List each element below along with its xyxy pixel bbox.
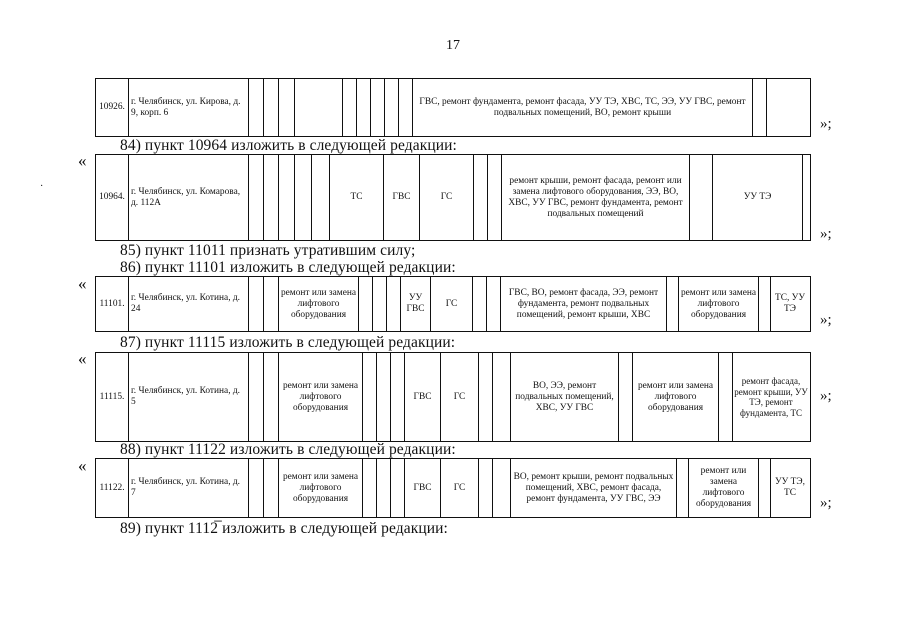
table-cell <box>370 79 384 136</box>
row-number: 10964. <box>99 192 125 202</box>
table-row-11115 <box>95 352 811 442</box>
table-cell <box>492 459 510 517</box>
table-row-10926 <box>95 78 811 137</box>
row-number: 10926. <box>99 102 125 112</box>
table-cell <box>342 79 356 136</box>
table-cell <box>718 353 732 441</box>
table-cell <box>248 155 263 240</box>
table-cell <box>752 79 766 136</box>
table-cell <box>278 79 294 136</box>
heading-87: 87) пункт 11115 изложить в следующей редакции: <box>120 334 456 351</box>
table-cell <box>384 79 398 136</box>
table-cell <box>766 79 809 136</box>
table-cell: УУ ТЭ, ТС <box>770 459 809 517</box>
address-cell: г. Челябинск, ул. Котина, д. 5 <box>128 353 248 441</box>
table-cell <box>263 353 278 441</box>
table-cell <box>478 459 492 517</box>
table-cell: ремонт или замена лифтового оборудования <box>688 459 758 517</box>
table-cell <box>376 459 390 517</box>
table-cell <box>666 277 678 331</box>
table-cell <box>362 459 376 517</box>
table-cell <box>356 79 370 136</box>
works-cell: ГВС, ремонт фундамента, ремонт фасада, УУ ТЭ, ХВС, ТС, ЭЭ, УУ ГВС, ремонт подвальных помещений, ВО, ремонт крыши <box>412 79 752 136</box>
table-cell <box>472 277 486 331</box>
table-cell <box>486 277 500 331</box>
table-cell <box>473 155 487 240</box>
table-cell <box>390 459 404 517</box>
table-cell: ГС <box>440 353 478 441</box>
table-cell: ремонт или замена лифтового оборудования <box>678 277 758 331</box>
table-cell <box>398 79 412 136</box>
table-cell <box>263 459 278 517</box>
table-cell: ГВС <box>404 353 440 441</box>
open-quote: « <box>78 151 87 170</box>
table-cell <box>311 155 329 240</box>
table-cell: ТС <box>329 155 383 240</box>
table-cell <box>358 277 372 331</box>
table-cell <box>487 155 501 240</box>
table-cell: ремонт фасада, ремонт крыши, УУ ТЭ, ремонт фундамента, ТС <box>732 353 809 441</box>
table-cell <box>248 459 263 517</box>
table-cell <box>248 79 263 136</box>
table-cell <box>758 277 770 331</box>
works-cell: ВО, ремонт крыши, ремонт подвальных помещений, ХВС, ремонт фасада, ремонт фундамента, УУ ГВС, ЭЭ <box>510 459 676 517</box>
table-cell: ГС <box>430 277 472 331</box>
close-quote: »; <box>820 312 832 328</box>
table-cell <box>676 459 688 517</box>
table-cell: ремонт или замена лифтового оборудования <box>278 277 358 331</box>
table-cell: ГВС <box>383 155 419 240</box>
table-cell <box>376 353 390 441</box>
table-cell <box>372 277 386 331</box>
table-cell <box>248 353 263 441</box>
heading-84: 84) пункт 10964 изложить в следующей редакции: <box>120 137 457 154</box>
table-cell: ремонт или замена лифтового оборудования <box>632 353 718 441</box>
close-quote: »; <box>820 226 832 242</box>
open-quote: « <box>78 349 87 368</box>
table-row-10964 <box>95 154 811 241</box>
table-cell <box>263 79 278 136</box>
table-cell: ГВС <box>404 459 440 517</box>
table-cell <box>294 155 311 240</box>
table-cell: ремонт или замена лифтового оборудования <box>278 459 362 517</box>
table-cell: ремонт или замена лифтового оборудования <box>278 353 362 441</box>
table-cell <box>478 353 492 441</box>
address-cell: г. Челябинск, ул. Кирова, д. 9, корп. 6 <box>128 79 248 136</box>
table-cell <box>294 79 342 136</box>
heading-88: 88) пункт 11122 изложить в следующей редакции: <box>120 441 456 458</box>
table-cell <box>618 353 632 441</box>
table-cell <box>390 353 404 441</box>
table-cell: ГС <box>440 459 478 517</box>
heading-86: 86) пункт 11101 изложить в следующей редакции: <box>120 259 456 276</box>
close-quote: »; <box>820 116 832 132</box>
stray-mark: · <box>40 181 44 192</box>
open-quote: « <box>78 274 87 293</box>
table-cell <box>802 155 809 240</box>
row-number: 11115. <box>99 391 125 402</box>
row-number: 11122. <box>99 482 125 493</box>
page-number: 17 <box>446 38 460 53</box>
open-quote: « <box>78 456 87 475</box>
table-cell <box>492 353 510 441</box>
table-cell <box>278 155 294 240</box>
table-cell: ТС, УУ ТЭ <box>770 277 809 331</box>
table-cell <box>263 155 278 240</box>
works-cell: ремонт крыши, ремонт фасада, ремонт или замена лифтового оборудования, ЭЭ, ВО, ХВС, УУ ГВС, ремонт фундамента, ремонт подвальных помещений <box>501 155 689 240</box>
table-cell <box>689 155 712 240</box>
close-quote: »; <box>820 495 832 511</box>
heading-85: 85) пункт 11011 признать утратившим силу; <box>120 242 416 259</box>
table-cell <box>362 353 376 441</box>
close-quote: »; <box>820 388 832 404</box>
table-row-11101 <box>95 276 811 332</box>
table-row-11122 <box>95 458 811 518</box>
table-cell <box>758 459 770 517</box>
address-cell: г. Челябинск, ул. Котина, д. 24 <box>128 277 248 331</box>
table-cell <box>248 277 263 331</box>
address-cell: г. Челябинск, ул. Котина, д. 7 <box>128 459 248 517</box>
table-cell <box>386 277 400 331</box>
works-cell: ВО, ЭЭ, ремонт подвальных помещений, ХВС, УУ ГВС <box>510 353 618 441</box>
row-number: 11101. <box>99 298 125 309</box>
table-cell: УУ ГВС <box>400 277 430 331</box>
works-cell: ГВС, ВО, ремонт фасада, ЭЭ, ремонт фундамента, ремонт подвальных помещений, ремонт крыши, ХВС <box>500 277 666 331</box>
heading-89: 89) пункт 1112̅ изложить в следующей редакции: <box>120 520 448 537</box>
address-cell: г. Челябинск, ул. Комарова, д. 112А <box>128 155 248 240</box>
table-cell: ГС <box>419 155 473 240</box>
table-cell <box>263 277 278 331</box>
table-cell: УУ ТЭ <box>712 155 802 240</box>
